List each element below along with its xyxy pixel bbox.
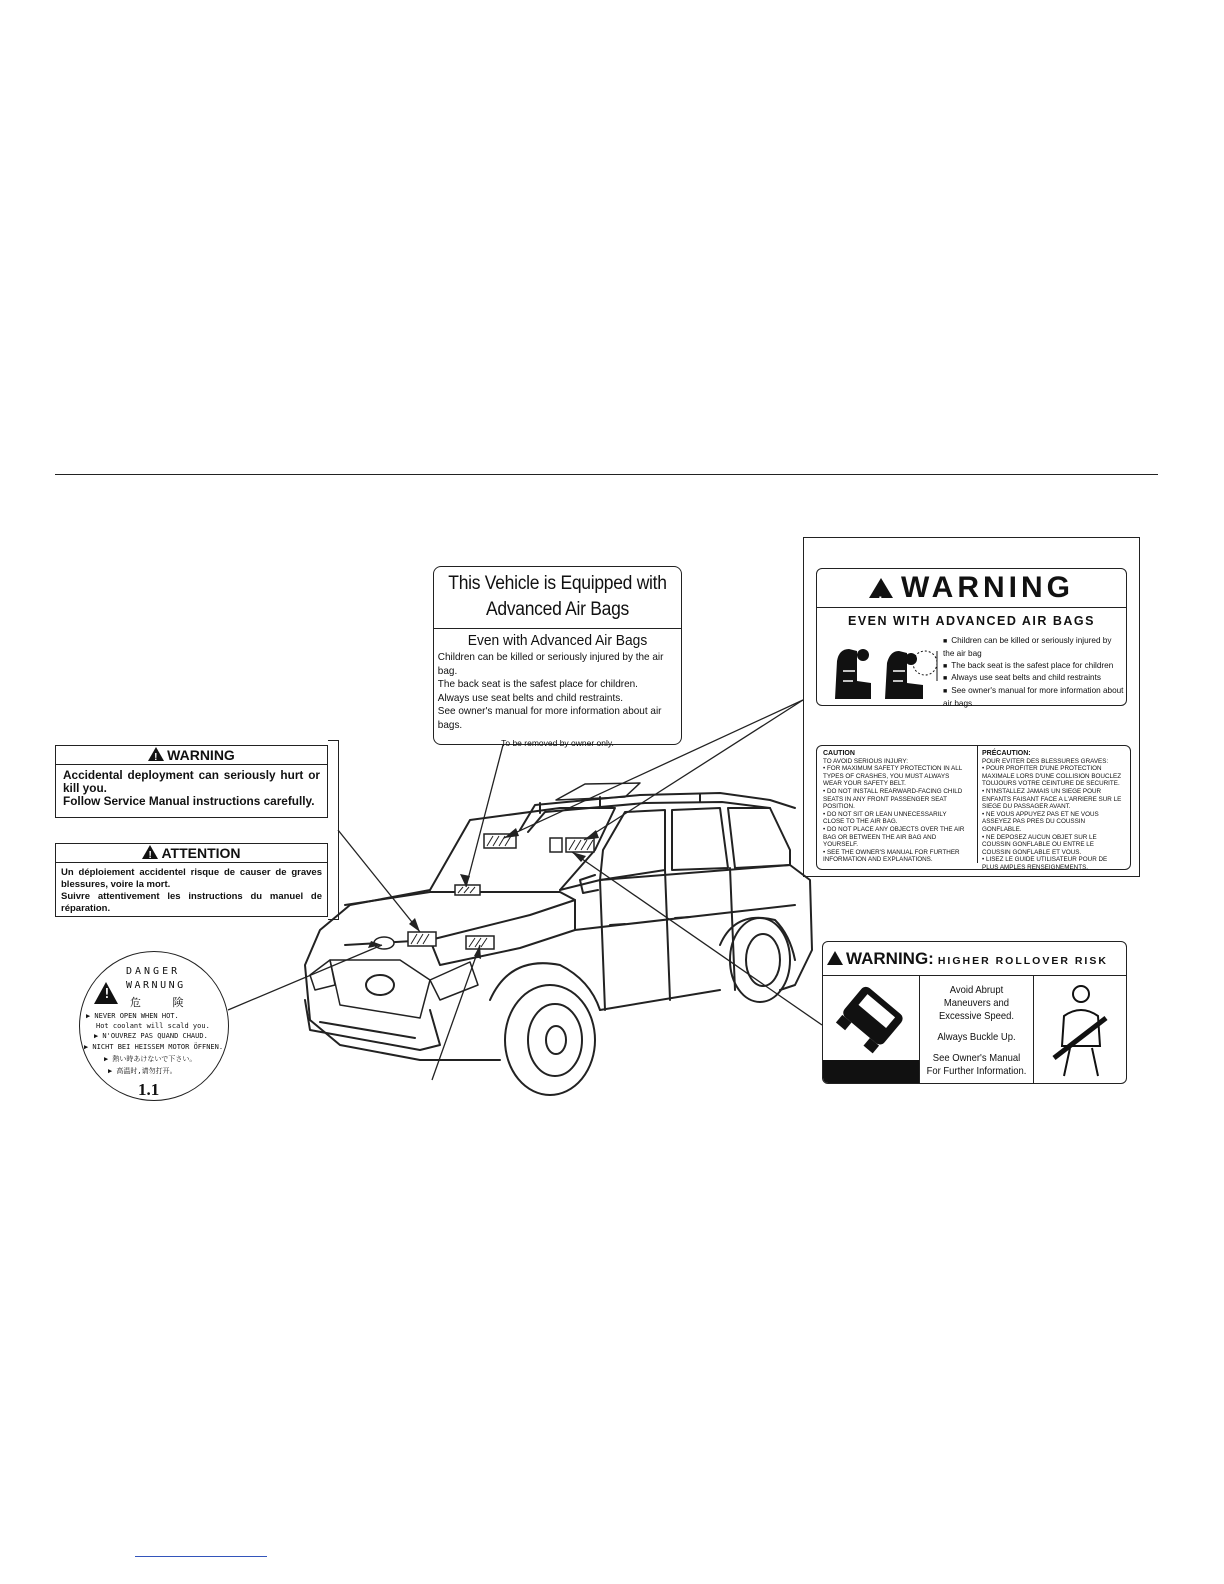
radiator-cap-danger-label [79, 951, 229, 1101]
advanced-airbag-warning [816, 568, 1127, 706]
srs-warning-title: WARNING [167, 747, 235, 763]
big-warning-bullet: ■ See owner's manual for more information about air bags [943, 685, 1125, 710]
warning-triangle-icon [869, 578, 893, 598]
caution-subtitle: TO AVOID SERIOUS INJURY: [823, 757, 909, 765]
precaution-item: • NE DEPOSEZ AUCUN OBJET SUR LE COUSSIN GONFLABLE OU ENTRE LE COUSSIN GONFLABLE ET VOUS. [982, 833, 1097, 856]
srs-warning-line: Follow Service Manual instructions carefully. [63, 794, 315, 808]
airbag-label-title-1: This Vehicle is Equipped with [448, 573, 667, 594]
big-warning-bullets [943, 635, 1125, 710]
big-warning-subtitle: EVEN WITH ADVANCED AIR BAGS [848, 614, 1095, 628]
airbag-label-line: Always use seat belts and child restraints. [437, 691, 623, 704]
seatbelt-person-icon [1034, 976, 1127, 1084]
caution-precaution-label [816, 745, 1131, 870]
airbag-label-line: Children can be killed or seriously injured by the air bag. [437, 651, 664, 677]
rollover-vehicle-cell [823, 976, 920, 1084]
danger-label-number: 1.1 [138, 1080, 160, 1099]
rollover-text-cell [920, 976, 1034, 1084]
caution-item: • DO NOT SIT OR LEAN UNNECESSARILY CLOSE TO THE AIR BAG. [823, 810, 947, 826]
danger-word: DANGER [126, 966, 181, 977]
child-seat-airbag-icon [827, 641, 941, 701]
srs-attention-line: Un déploiement accidentel risque de causer de graves blessures, voire la mort. [61, 867, 322, 890]
caution-item: • FOR MAXIMUM SAFETY PROTECTION IN ALL TYPES OF CRASHES, YOU MUST ALWAYS WEAR YOUR SAFETY BELT. [823, 765, 963, 788]
rollover-seatbelt-cell [1034, 976, 1127, 1084]
rollover-vehicle-icon [823, 976, 919, 1060]
srs-warning-body [56, 765, 327, 808]
srs-warning-plate [55, 745, 328, 818]
precaution-item: • N'INSTALLEZ JAMAIS UN SIEGE POUR ENFANTS FAISANT FACE A L'ARRIERE SUR LE SIEGE DU PASSAGER AVANT. [982, 787, 1122, 811]
caution-english-column [823, 750, 969, 864]
srs-attention-body [56, 863, 327, 915]
big-warning-bullet: ■ The back seat is the safest place for children [943, 660, 1125, 673]
rollover-line: Always Buckle Up. [937, 1031, 1016, 1043]
warning-triangle-icon [94, 982, 118, 1004]
caution-french-column [977, 746, 1123, 871]
rollover-subtitle: HIGHER ROLLOVER RISK [937, 955, 1108, 967]
precaution-item: • LISEZ LE GUIDE UTILISATEUR POUR DE PLUS AMPLES RENSEIGNEMENTS. [982, 856, 1108, 871]
danger-line: Hot coolant will scald you. [96, 1022, 210, 1030]
footer-link-underline [135, 1556, 267, 1557]
caution-item: • SEE THE OWNER'S MANUAL FOR FURTHER INFORMATION AND EXPLANATIONS. [823, 848, 960, 864]
rollover-warning-label [822, 941, 1127, 1084]
big-warning-bullet: ■ Children can be killed or seriously injured by the air bag [943, 635, 1125, 660]
rollover-header [823, 942, 1126, 976]
airbag-label-line: See owner's manual for more information about air bags. [437, 705, 662, 731]
airbag-removal-note: To be removed by owner only. [501, 738, 614, 748]
caution-item: • DO NOT INSTALL REARWARD-FACING CHILD SEATS IN ANY FRONT PASSENGER SEAT POSITION. [823, 787, 963, 811]
precaution-item: • NE VOUS APPUYEZ PAS ET NE VOUS ASSEYEZ PAS PRES DU COUSSIN GONFLABLE. [982, 810, 1099, 833]
srs-attention-line: Suivre attentivement les instructions du manuel de réparation. [61, 891, 322, 914]
precaution-subtitle: POUR EVITER DES BLESSURES GRAVES: [982, 757, 1109, 765]
airbag-label-line: The back seat is the safest place for children. [437, 678, 638, 690]
airbag-label-subtitle: Even with Advanced Air Bags [467, 632, 648, 649]
srs-warning-header [56, 746, 327, 765]
warning-triangle-icon [827, 951, 843, 965]
caution-item: • DO NOT PLACE ANY OBJECTS OVER THE AIR BAG OR BETWEEN THE AIR BAG AND YOURSELF. [823, 825, 965, 849]
srs-attention-header [56, 844, 327, 863]
precaution-title: PRÉCAUTION: [982, 750, 1031, 757]
danger-triangle [94, 982, 121, 1007]
sun-visor-warning-panel [803, 537, 1140, 877]
danger-line: ▶ 高温时,请勿打开。 [108, 1067, 177, 1075]
srs-attention-plate [55, 843, 328, 917]
caution-title: CAUTION [823, 750, 855, 757]
big-warning-title: WARNING [901, 571, 1074, 604]
rollover-line: Avoid Abrupt Maneuvers and Excessive Speed. [938, 984, 1015, 1022]
rollover-ground-band [823, 1060, 919, 1084]
precaution-item: • POUR PROFITER D'UNE PROTECTION MAXIMALE LORS D'UNE COLLISION BOUCLEZ TOUJOURS VOTRE CEINTURE DE SECURITE. [982, 765, 1122, 788]
airbag-label-lines [434, 651, 669, 732]
warning-triangle-icon [148, 747, 164, 761]
srs-warning-line: Accidental deployment can seriously hurt or kill you. [63, 768, 320, 795]
danger-line: ▶ NEVER OPEN WHEN HOT. [86, 1012, 179, 1020]
airbag-label-title-2: Advanced Air Bags [485, 599, 630, 620]
warning-triangle-icon [142, 845, 158, 859]
big-warning-bullet: ■ Always use seat belts and child restraints [943, 672, 1125, 685]
kiken-word: 危 険 [130, 996, 198, 1009]
srs-attention-title: ATTENTION [161, 845, 241, 861]
plate-bracket [328, 740, 339, 920]
rollover-line: See Owner's Manual For Further Information. [926, 1052, 1027, 1077]
rollover-title: WARNING: [846, 949, 934, 968]
warnung-word: WARNUNG [126, 980, 186, 991]
big-warning-header [817, 569, 1126, 608]
airbag-label-divider [434, 628, 681, 629]
danger-line: ▶ N'OUVREZ PAS QUAND CHAUD. [94, 1032, 208, 1040]
danger-line: ▶ NICHT BEI HEISSEM MOTOR ÖFFNEN. [84, 1043, 224, 1051]
advanced-airbag-label [433, 566, 682, 748]
danger-line: ▶ 熱い時あけないで下さい。 [104, 1055, 197, 1063]
